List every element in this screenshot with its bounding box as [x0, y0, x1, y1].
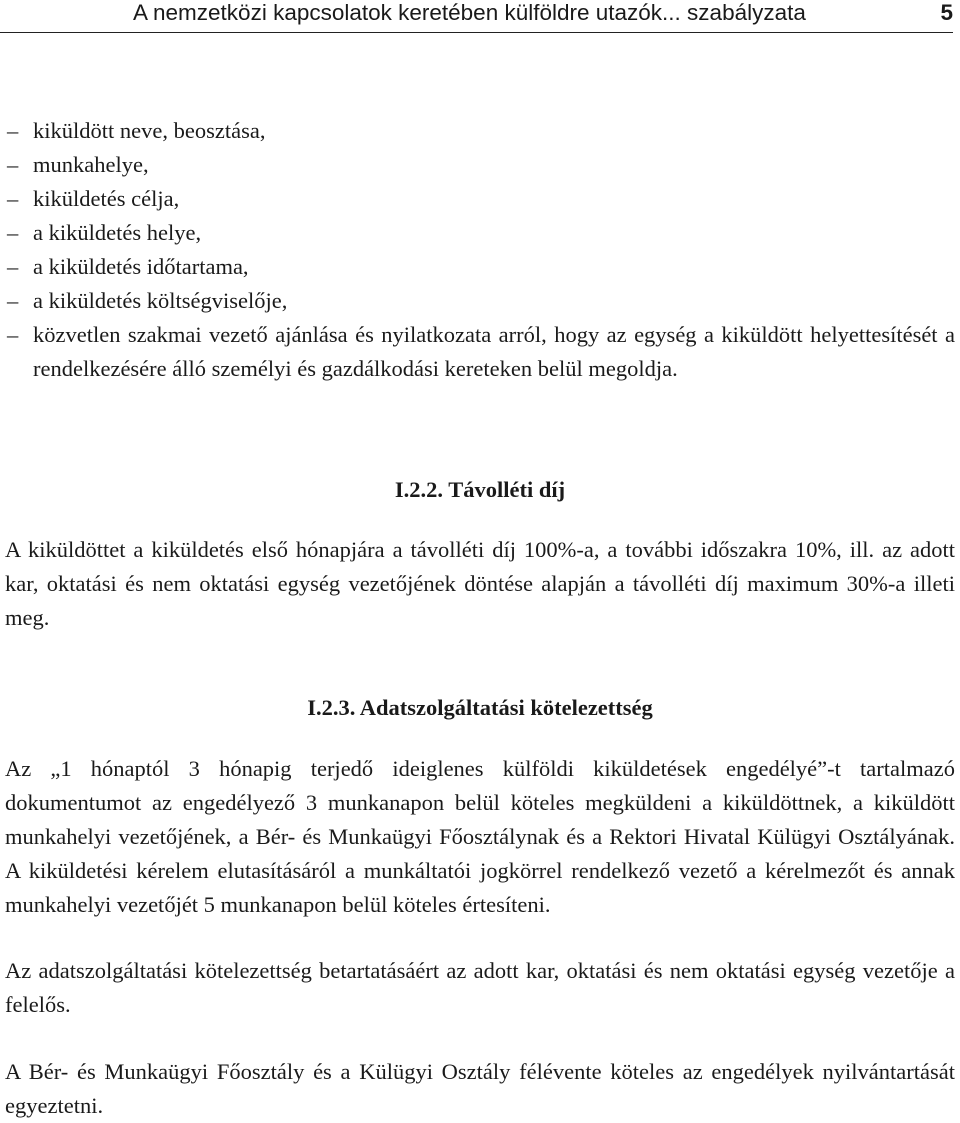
- list-item: – a kiküldetés költségviselője,: [0, 284, 955, 318]
- list-item: – munkahelye,: [0, 148, 955, 182]
- list-item: – közvetlen szakmai vezető ajánlása és nyilatkozata arról, hogy az egység a kiküldött helyettesítését a rendelkezésére álló személyi és gazdálkodási kereteken belül megoldja.: [0, 318, 955, 386]
- paragraph: A kiküldöttet a kiküldetés első hónapjára a távolléti díj 100%-a, a további időszakra 10%, ill. az adott kar, oktatási és nem oktatási egység vezetőjének döntése alapján a távolléti díj maximum 30%-a illeti meg.: [5, 537, 955, 630]
- section-heading-reporting-obligation: I.2.3. Adatszolgáltatási kötelezettség: [307, 695, 653, 720]
- list-item: – kiküldött neve, beosztása,: [0, 114, 955, 148]
- page-number: 5: [940, 0, 953, 25]
- requirements-list: [0, 114, 955, 386]
- running-title: A nemzetközi kapcsolatok keretében külföldre utazók... szabályzata: [133, 0, 806, 25]
- paragraph: Az adatszolgáltatási kötelezettség betartatásáért az adott kar, oktatási és nem oktatási egység vezetője a felelős.: [5, 958, 955, 1017]
- list-item: – kiküldetés célja,: [0, 182, 955, 216]
- running-header: [0, 0, 953, 33]
- paragraph: A Bér- és Munkaügyi Főosztály és a Külügyi Osztály félévente köteles az engedélyek nyilvántartását egyeztetni.: [5, 1059, 955, 1118]
- list-item: – a kiküldetés helye,: [0, 216, 955, 250]
- paragraph: Az „1 hónaptól 3 hónapig terjedő ideiglenes külföldi kiküldetések engedélyé”-t tartalmazó dokumentumot az engedélyező 3 munkanapon belül köteles megküldeni a kiküldöttnek, a kiküldött munkahelyi vezetőjének, a Bér- és Munkaügyi Főosztálynak és a Rektori Hivatal Külügyi Osztályának. A kiküldetési kérelem elutasításáról a munkáltatói jogkörrel rendelkező vezető a kérelmezőt és annak munkahelyi vezetőjét 5 munkanapon belül köteles értesíteni.: [5, 756, 955, 917]
- section-heading-absence-fee: I.2.2. Távolléti díj: [394, 477, 566, 502]
- list-item: – a kiküldetés időtartama,: [0, 250, 955, 284]
